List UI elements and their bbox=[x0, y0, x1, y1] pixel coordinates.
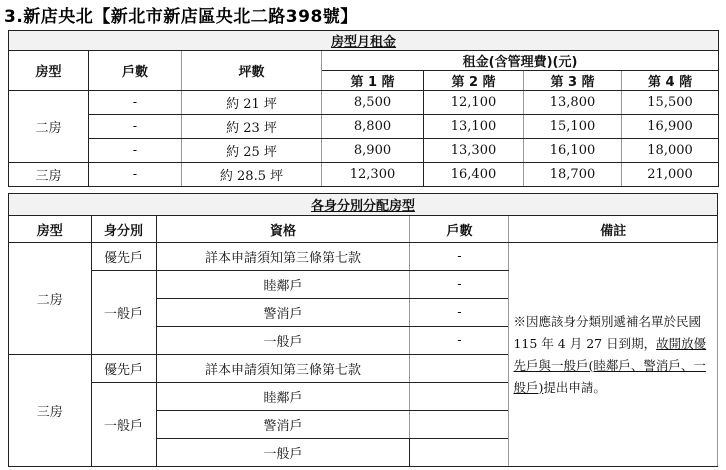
rent-cell: 8,800 bbox=[322, 115, 424, 139]
rent-cell: 13,100 bbox=[424, 115, 524, 139]
units-cell bbox=[410, 355, 509, 383]
units-cell: - bbox=[89, 163, 182, 187]
area-cell: 約 23 坪 bbox=[182, 115, 322, 139]
identity-cell: 優先戶 bbox=[91, 355, 156, 383]
table-row bbox=[9, 163, 719, 187]
units-cell bbox=[410, 439, 509, 467]
qualification-cell: 詳本申請須知第三條第七款 bbox=[156, 355, 410, 383]
qualification-cell: 警消戶 bbox=[156, 299, 410, 327]
header-area: 坪數 bbox=[182, 51, 322, 91]
rent-cell: 16,900 bbox=[622, 115, 719, 139]
units-cell: - bbox=[410, 299, 509, 327]
rent-cell: 18,700 bbox=[524, 163, 622, 187]
header-remarks: 備註 bbox=[509, 216, 718, 243]
header-qualification: 資格 bbox=[156, 216, 410, 243]
rent-cell: 15,500 bbox=[622, 91, 719, 115]
rent-table-band-title: 房型月租金 bbox=[9, 31, 719, 51]
page-title: 3.新店央北【新北市新店區央北二路398號】 bbox=[4, 7, 358, 27]
area-cell: 約 28.5 坪 bbox=[182, 163, 322, 187]
allocation-table-band-title: 各身分別分配房型 bbox=[9, 194, 718, 216]
table-row bbox=[9, 139, 719, 163]
room-type-cell: 三房 bbox=[9, 355, 92, 467]
rent-cell: 21,000 bbox=[622, 163, 719, 187]
rent-cell: 8,500 bbox=[322, 91, 424, 115]
remarks-text: ※因應該身分類別遞補名單於民國 115 年 4 月 27 日到期， bbox=[513, 313, 701, 351]
rent-cell: 16,400 bbox=[424, 163, 524, 187]
header-room-type: 房型 bbox=[9, 51, 89, 91]
area-cell: 約 21 坪 bbox=[182, 91, 322, 115]
rent-cell: 16,100 bbox=[524, 139, 622, 163]
identity-cell: 一般戶 bbox=[91, 271, 156, 355]
header-floor-4: 第 4 階 bbox=[622, 71, 719, 91]
header-floor-2: 第 2 階 bbox=[424, 71, 524, 91]
room-type-cell: 二房 bbox=[9, 91, 89, 163]
identity-cell: 優先戶 bbox=[91, 243, 156, 271]
header-room-type: 房型 bbox=[9, 216, 92, 243]
units-cell: - bbox=[410, 327, 509, 355]
room-type-cell: 二房 bbox=[9, 243, 92, 355]
room-type-cell: 三房 bbox=[9, 163, 89, 187]
units-cell: - bbox=[89, 91, 182, 115]
table-row bbox=[9, 243, 718, 271]
qualification-cell: 一般戶 bbox=[156, 439, 410, 467]
units-cell: - bbox=[89, 139, 182, 163]
rent-cell: 12,100 bbox=[424, 91, 524, 115]
rent-cell: 15,100 bbox=[524, 115, 622, 139]
remarks-cell bbox=[509, 243, 718, 467]
rent-cell: 13,300 bbox=[424, 139, 524, 163]
remarks-underlined-text: 故開放優先戶與一般戶(睦鄰戶、警消戶、一般戶) bbox=[513, 335, 707, 395]
header-identity: 身分別 bbox=[91, 216, 156, 243]
rent-cell: 18,000 bbox=[622, 139, 719, 163]
header-units: 戶數 bbox=[89, 51, 182, 91]
qualification-cell: 警消戶 bbox=[156, 411, 410, 439]
header-floor-1: 第 1 階 bbox=[322, 71, 424, 91]
rent-cell: 12,300 bbox=[322, 163, 424, 187]
allocation-table bbox=[8, 193, 718, 467]
header-units: 戶數 bbox=[410, 216, 509, 243]
units-cell: - bbox=[89, 115, 182, 139]
table-row bbox=[9, 115, 719, 139]
qualification-cell: 睦鄰戶 bbox=[156, 383, 410, 411]
identity-cell: 一般戶 bbox=[91, 383, 156, 467]
units-cell: - bbox=[410, 271, 509, 299]
table-row bbox=[9, 91, 719, 115]
qualification-cell: 詳本申請須知第三條第七款 bbox=[156, 243, 410, 271]
qualification-cell: 睦鄰戶 bbox=[156, 271, 410, 299]
rent-cell: 8,900 bbox=[322, 139, 424, 163]
units-cell bbox=[410, 383, 509, 411]
remarks-text-end: 提出申請。 bbox=[543, 379, 606, 395]
units-cell bbox=[410, 411, 509, 439]
rent-cell: 13,800 bbox=[524, 91, 622, 115]
rent-table bbox=[8, 30, 719, 187]
units-cell: - bbox=[410, 243, 509, 271]
header-floor-3: 第 3 階 bbox=[524, 71, 622, 91]
qualification-cell: 一般戶 bbox=[156, 327, 410, 355]
header-rent-group: 租金(含管理費)(元) bbox=[322, 51, 719, 71]
area-cell: 約 25 坪 bbox=[182, 139, 322, 163]
